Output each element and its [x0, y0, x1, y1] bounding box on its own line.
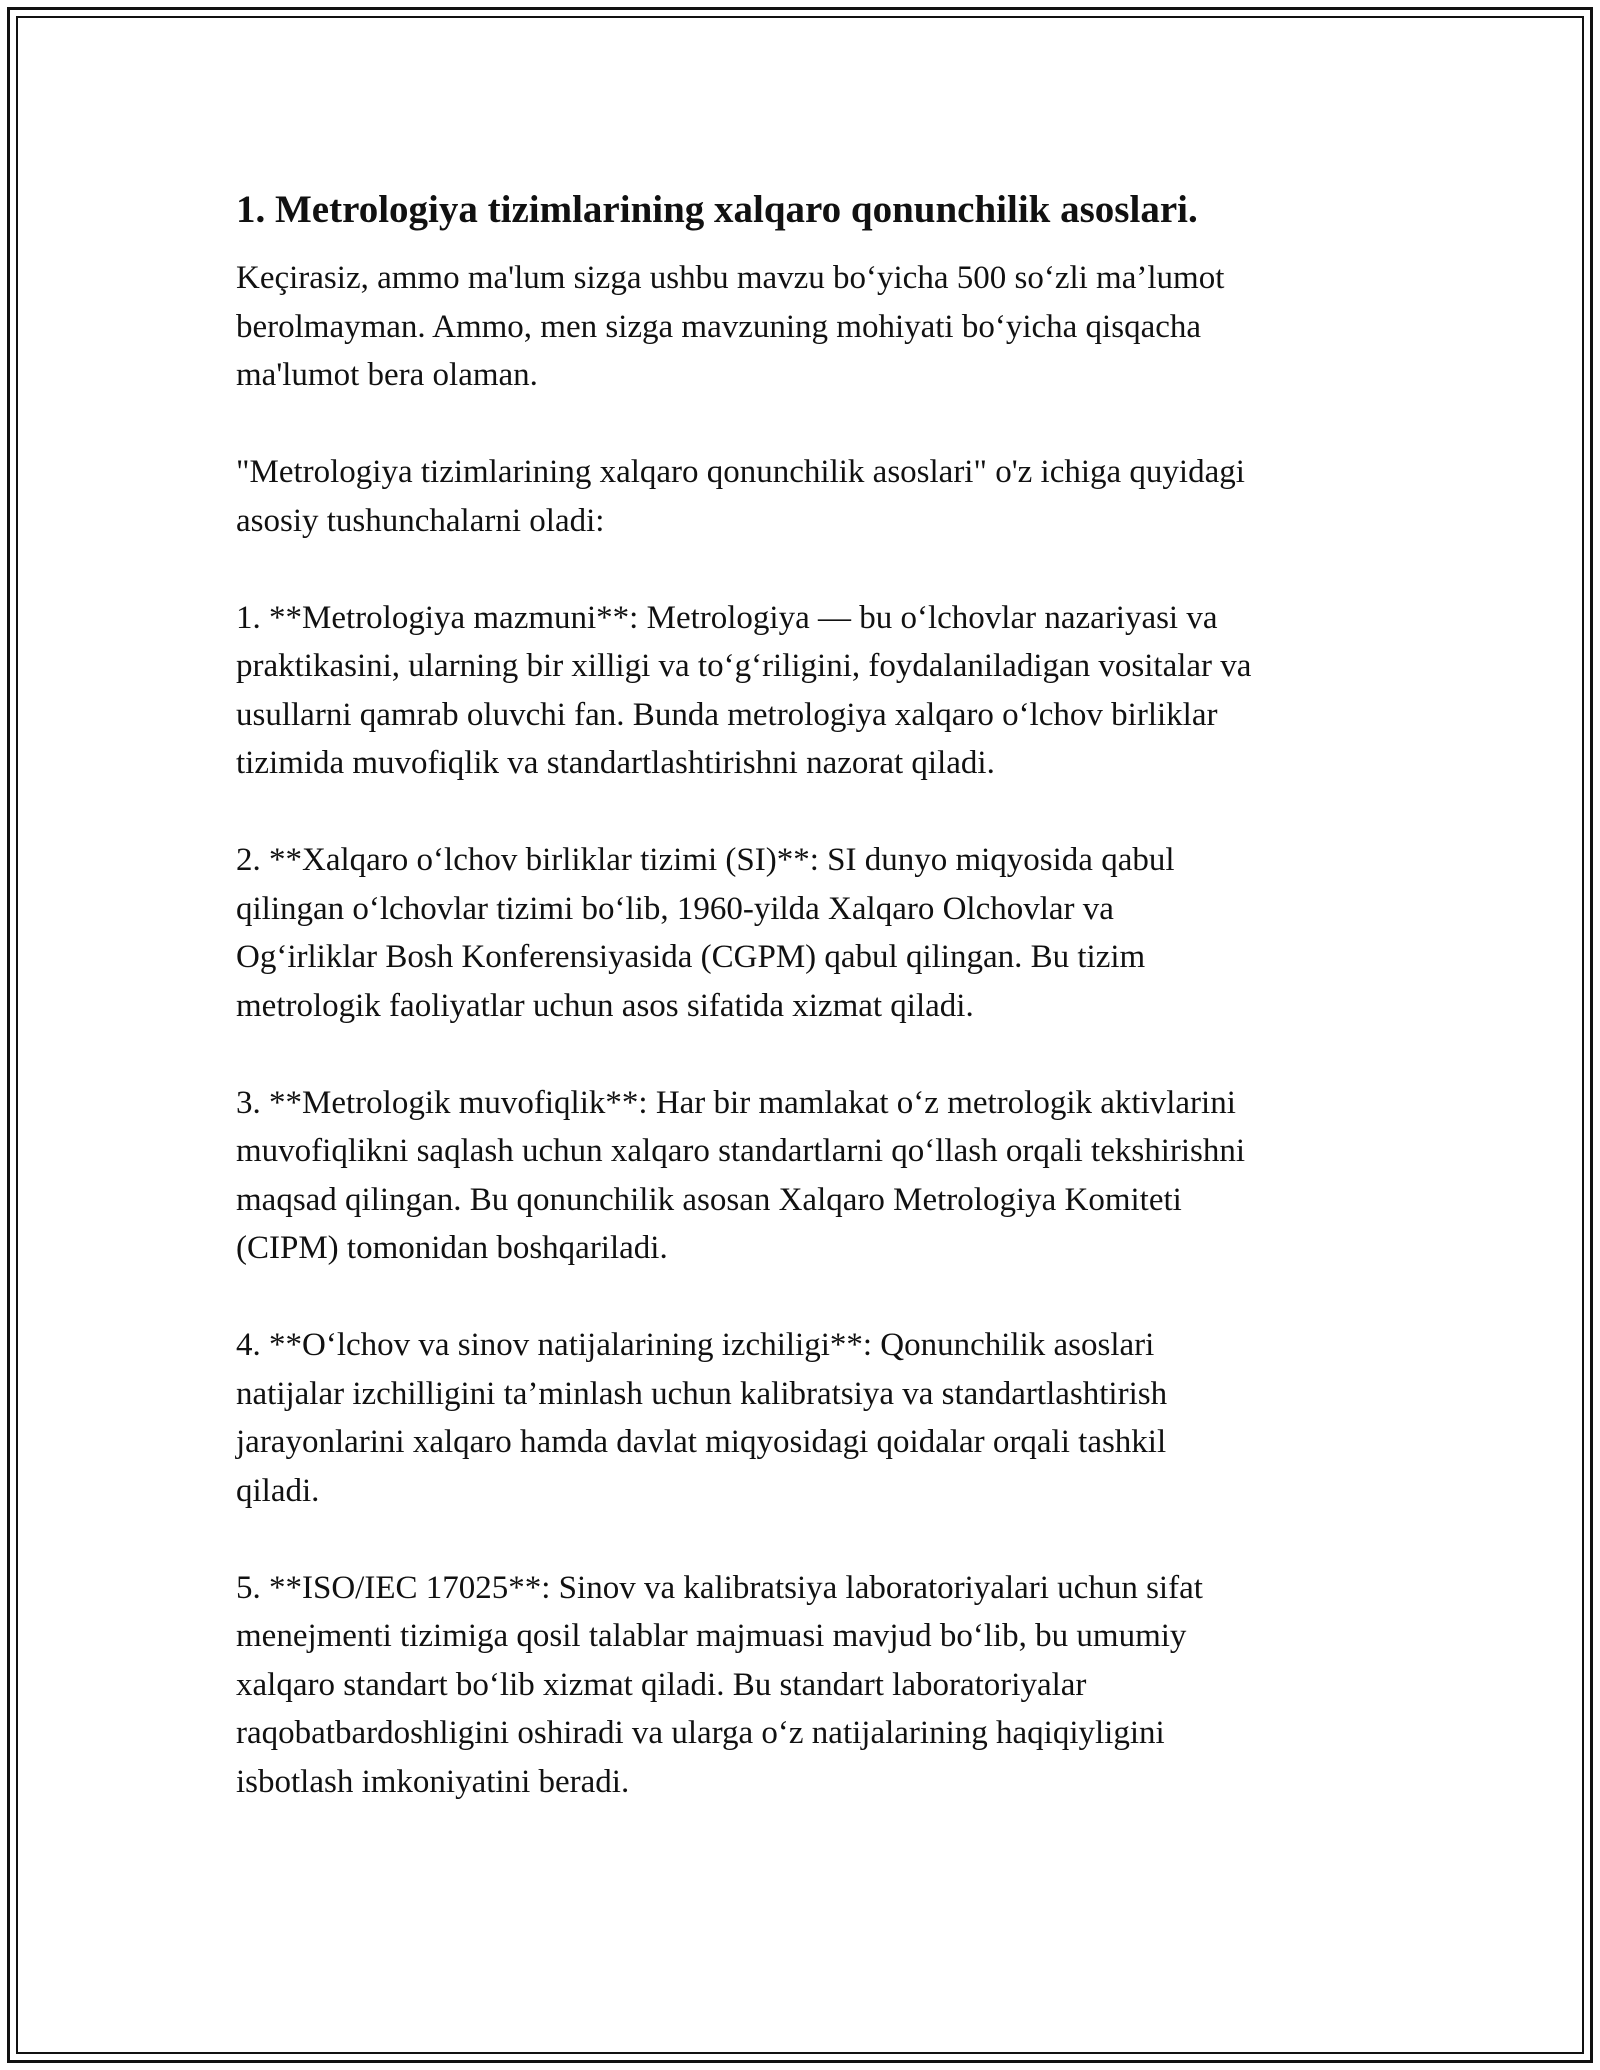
paragraph-item-3: 3. **Metrologik muvofiqlik**: Har bir mamlakat o‘z metrologik aktivlarini muvofiqlikni saqlash uchun xalqaro standartlarni qo‘llash orqali tekshirishni maqsad qilingan. Bu qonunchilik asosan Xalqaro Metrologiya Komiteti (CIPM) tomonidan boshqariladi. [236, 1084, 1246, 1266]
document-body [236, 186, 1386, 1855]
paragraph-item-1: 1. **Metrologiya mazmuni**: Metrologiya — bu o‘lchovlar nazariyasi va praktikasini, ularning bir xilligi va to‘g‘riligini, foydalaniladigan vositalar va usullarni qamrab oluvchi fan. Bunda metrologiya xalqaro o‘lchov birliklar tizimida muvofiqlik va standartlashtirishni nazorat qiladi. [236, 599, 1252, 781]
paragraph-item-4: 4. **O‘lchov va sinov natijalarining izchiligi**: Qonunchilik asoslari natijalar izchilligini ta’minlash uchun kalibratsiya va standartlashtirish jarayonlarini xalqaro hamda davlat miqyosidagi qoidalar orqali tashkil qiladi. [236, 1327, 1168, 1509]
paragraph-item-5: 5. **ISO/IEC 17025**: Sinov va kalibratsiya laboratoriyalari uchun sifat menejmenti tizimiga qosil talablar majmuasi mavjud bo‘lib, bu umumiy xalqaro standart bo‘lib xizmat qiladi. Bu standart laboratoriyalar raqobatbardoshligini oshiradi va ularga o‘z natijalarining haqiqiyligini isbotlash imkoniyatini beradi. [236, 1569, 1203, 1800]
paragraph-item-2: 2. **Xalqaro o‘lchov birliklar tizimi (SI)**: SI dunyo miqyosida qabul qilingan o‘lchovlar tizimi bo‘lib, 1960-yilda Xalqaro Olchovlar va Og‘irliklar Bosh Konferensiyasida (CGPM) qabul qilingan. Bu tizim metrologik faoliyatlar uchun asos sifatida xizmat qiladi. [236, 842, 1175, 1024]
paragraph-intro: Keçirasiz, ammo ma'lum sizga ushbu mavzu bo‘yicha 500 so‘zli ma’lumot berolmayman. Ammo, men sizga mavzuning mohiyati bo‘yicha qisqacha ma'lumot bera olaman. [236, 260, 1225, 393]
paragraph-overview: "Metrologiya tizimlarining xalqaro qonunchilik asoslari" o'z ichiga quyidagi asosiy tushunchalarni oladi: [236, 454, 1245, 539]
document-title: 1. Metrologiya tizimlarining xalqaro qonunchilik asoslari. [236, 188, 1198, 231]
